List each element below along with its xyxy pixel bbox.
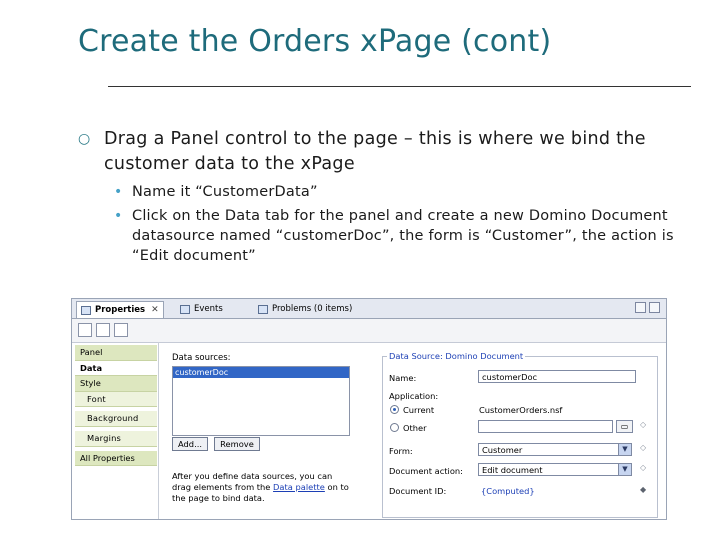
form-label: Form: [389, 446, 413, 456]
sub-bullet-1 [110, 182, 680, 202]
folder-icon[interactable]: ▭ [616, 420, 633, 433]
toolbar [72, 319, 666, 343]
property-categories [75, 345, 157, 463]
bullet-dot-icon: • [114, 184, 123, 200]
chevron-down-icon[interactable]: ▼ [618, 464, 631, 475]
document-id-value[interactable]: {Computed} [481, 486, 535, 496]
diamond-filled-icon[interactable]: ◆ [640, 485, 647, 494]
diamond-icon[interactable]: ◇ [640, 443, 647, 452]
help-text-start: After you define data sources, you can drag elements from the [172, 471, 333, 492]
tab-label: Problems (0 items) [272, 304, 353, 314]
help-text [172, 471, 352, 504]
nav-item-all-properties[interactable]: All Properties [75, 451, 157, 467]
current-app-value: CustomerOrders.nsf [479, 405, 563, 415]
add-button[interactable]: Add... [172, 437, 208, 451]
properties-icon [81, 306, 91, 315]
title-divider [108, 86, 691, 87]
tab-events[interactable] [176, 301, 227, 317]
close-icon[interactable]: ✕ [151, 305, 159, 315]
document-id-label: Document ID: [389, 486, 447, 496]
chevron-down-icon[interactable]: ▼ [618, 444, 631, 455]
properties-panel-screenshot [71, 298, 667, 520]
show-advanced-icon[interactable] [78, 323, 92, 337]
application-label: Application: [389, 391, 439, 401]
sub-bullet-text: Name it “CustomerData” [132, 184, 318, 200]
view-controls [635, 302, 660, 313]
diamond-icon[interactable]: ◇ [640, 463, 647, 472]
nav-item-data[interactable]: Data [75, 361, 157, 377]
minimize-view-button[interactable] [635, 302, 646, 313]
view-tab-bar [72, 299, 666, 319]
bullet-dot-icon: • [114, 208, 123, 224]
current-radio[interactable] [390, 405, 399, 414]
diamond-icon[interactable]: ◇ [640, 420, 647, 429]
sub-bullet-text: Click on the Data tab for the panel and create a new Domino Document datasource named “customerDoc”, the form is “Customer”, the action is “Edit document” [132, 208, 674, 264]
data-palette-link[interactable]: Data palette [273, 482, 325, 492]
tab-problems[interactable] [254, 301, 356, 317]
tab-properties[interactable] [76, 301, 164, 318]
tab-label: Events [194, 304, 223, 314]
action-select-value: Edit document [482, 465, 543, 475]
document-action-label: Document action: [389, 466, 463, 476]
nav-item-font[interactable]: Font [75, 392, 157, 408]
main-bullet-text: Drag a Panel control to the page – this is where we bind the customer data to the xPage [104, 129, 646, 174]
nav-item-background[interactable]: Background [75, 411, 157, 427]
current-label: Current [403, 405, 435, 415]
name-label: Name: [389, 373, 417, 383]
main-bullet [78, 127, 678, 177]
hollow-bullet-icon: ○ [78, 131, 91, 147]
remove-button[interactable]: Remove [214, 437, 260, 451]
data-sources-list[interactable] [172, 366, 350, 436]
layout-icon[interactable] [114, 323, 128, 337]
nav-item-margins[interactable]: Margins [75, 431, 157, 447]
data-sources-label: Data sources: [172, 353, 231, 363]
slide-title: Create the Orders xPage (cont) [78, 24, 552, 59]
problems-icon [258, 305, 268, 314]
form-select-value: Customer [482, 445, 523, 455]
list-item[interactable]: customerDoc [173, 367, 349, 378]
nav-item-style[interactable]: Style [75, 376, 157, 392]
name-field[interactable]: customerDoc [478, 370, 636, 383]
document-action-select[interactable] [478, 463, 632, 476]
events-icon [180, 305, 190, 314]
form-select[interactable] [478, 443, 632, 456]
group-title: Data Source: Domino Document [389, 351, 524, 361]
maximize-view-button[interactable] [649, 302, 660, 313]
sub-bullet-2 [110, 206, 680, 266]
other-app-field[interactable] [478, 420, 613, 433]
other-radio[interactable] [390, 423, 399, 432]
nav-item-panel[interactable]: Panel [75, 345, 157, 361]
help-text-end: on to the page to bind data. [172, 482, 349, 503]
pin-icon[interactable] [96, 323, 110, 337]
tab-label: Properties [95, 305, 146, 315]
sub-bullet-list [110, 182, 680, 270]
pane-divider [158, 342, 159, 519]
other-label: Other [403, 423, 427, 433]
